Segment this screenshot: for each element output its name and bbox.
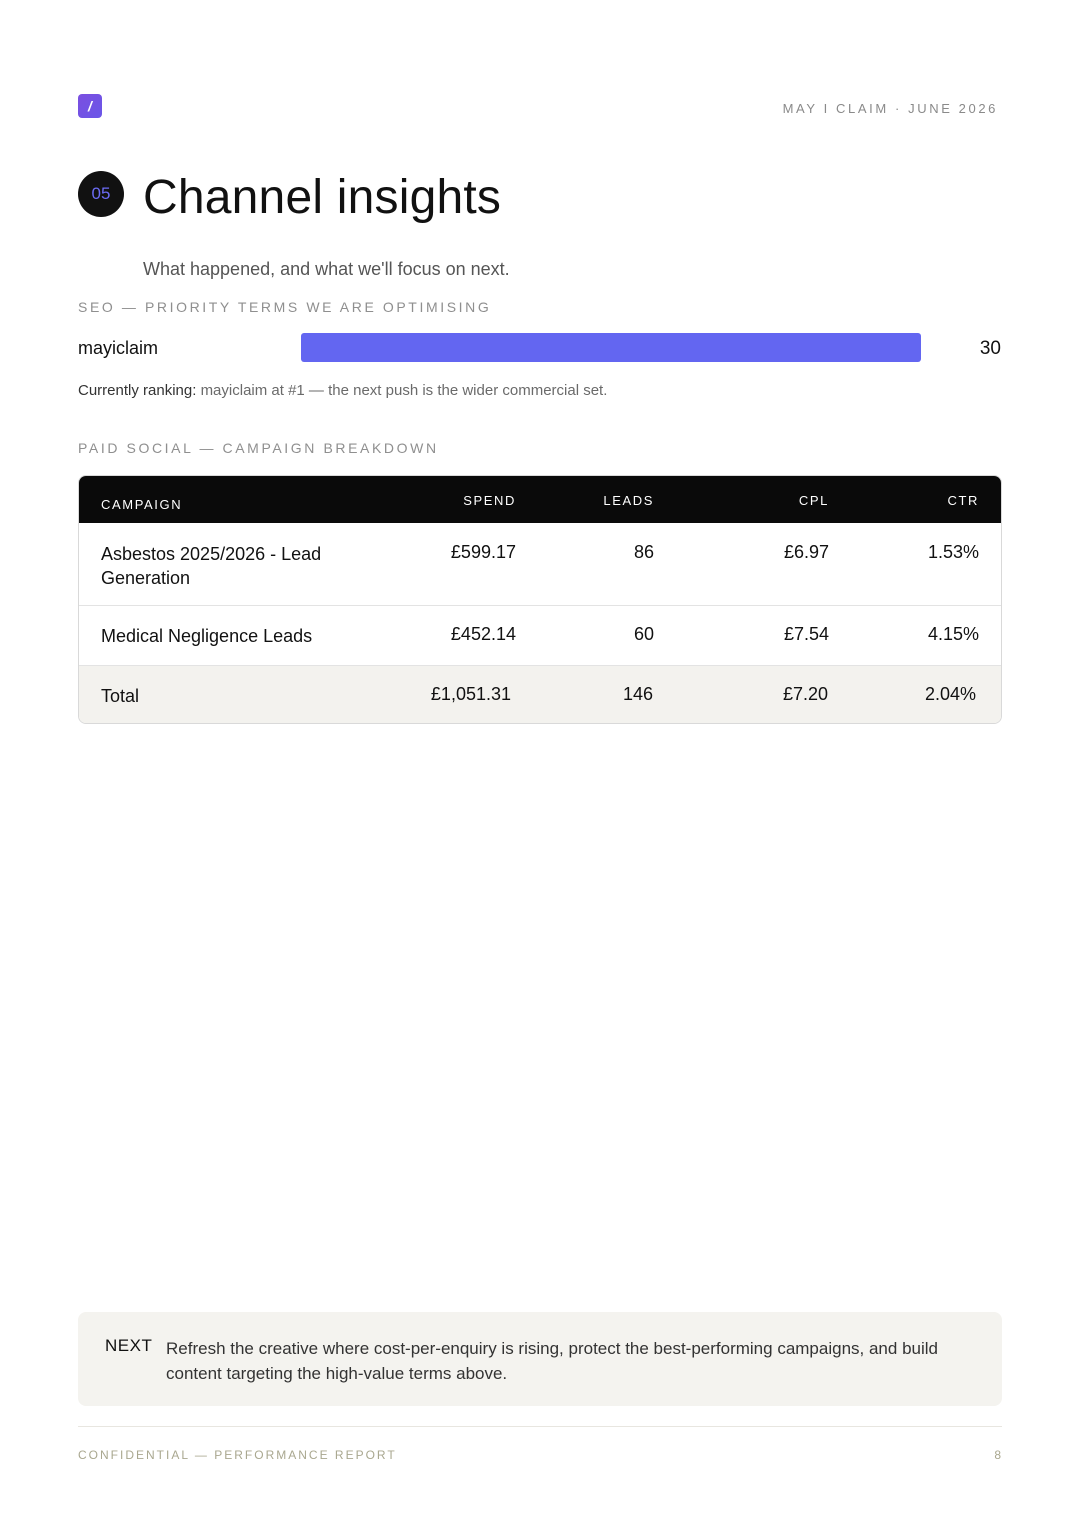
column-header-ctr: CTR <box>947 493 979 508</box>
footer-confidential: CONFIDENTIAL — PERFORMANCE REPORT <box>78 1448 397 1462</box>
column-header-campaign: CAMPAIGN <box>101 497 183 512</box>
seo-term-value: 30 <box>979 338 1001 359</box>
campaign-cpl: £6.97 <box>783 542 829 562</box>
campaign-cpl: £7.54 <box>783 624 829 644</box>
column-header-cpl: CPL <box>798 493 829 508</box>
section-number-badge: 05 <box>78 171 124 217</box>
campaign-leads: 60 <box>633 624 654 644</box>
seo-term-bar <box>301 333 921 362</box>
total-spend: £1,051.31 <box>430 684 511 704</box>
campaign-spend: £599.17 <box>450 542 516 562</box>
campaign-ctr: 4.15% <box>927 624 979 644</box>
campaign-name: Medical Negligence Leads <box>101 626 313 646</box>
paid-social-section-label: PAID SOCIAL — CAMPAIGN BREAKDOWN <box>78 440 439 456</box>
page-title: Channel insights <box>143 171 502 224</box>
ranking-note <box>78 382 607 399</box>
campaign-leads: 86 <box>633 542 654 562</box>
footer-divider <box>78 1426 1002 1427</box>
header-meta: MAY I CLAIM · JUNE 2026 <box>782 101 998 116</box>
table-row <box>79 523 1001 606</box>
total-cpl: £7.20 <box>782 684 828 704</box>
seo-section-label: SEO — PRIORITY TERMS WE ARE OPTIMISING <box>78 299 492 315</box>
brand-logo-icon: / <box>78 94 102 118</box>
seo-term-label: mayiclaim <box>78 338 159 358</box>
total-leads: 146 <box>622 684 653 704</box>
column-header-leads: LEADS <box>603 493 654 508</box>
page-number: 8 <box>994 1448 1001 1462</box>
table-header-row <box>79 476 1001 523</box>
next-steps-callout <box>78 1312 1002 1406</box>
table-row <box>79 606 1001 666</box>
campaign-ctr: 1.53% <box>927 542 979 562</box>
column-header-spend: SPEND <box>463 493 516 508</box>
ranking-note-label: Currently ranking: <box>78 382 197 399</box>
campaign-table <box>78 475 1002 724</box>
ranking-note-text: mayiclaim at #1 — the next push is the wider commercial set. <box>200 382 608 399</box>
next-text: Refresh the creative where cost-per-enquiry is rising, protect the best-performing campaigns, and build content targeting the high-value terms above. <box>166 1339 938 1383</box>
page-subtitle: What happened, and what we'll focus on next. <box>143 259 510 279</box>
campaign-spend: £452.14 <box>450 624 516 644</box>
table-total-row <box>79 666 1001 723</box>
total-label: Total <box>101 686 140 706</box>
total-ctr: 2.04% <box>924 684 976 704</box>
campaign-name: Asbestos 2025/2026 - Lead Generation <box>101 544 322 588</box>
seo-term-bar-track <box>301 333 921 362</box>
next-tag: NEXT <box>105 1336 153 1355</box>
